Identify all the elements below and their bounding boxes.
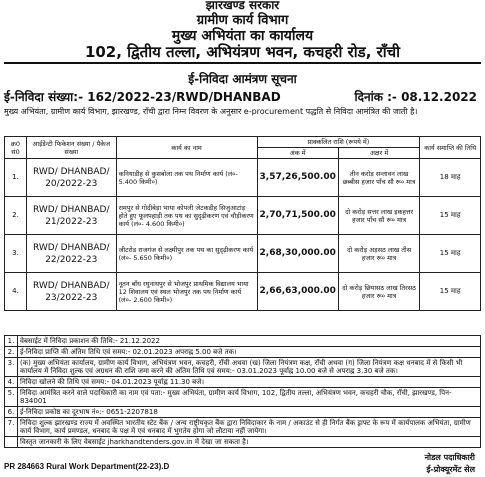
note-number bbox=[5, 437, 18, 448]
note-number: 3. bbox=[5, 358, 18, 377]
note-number: 6. bbox=[5, 407, 18, 418]
cell-words: तीन करोड़ सन्तावन लाख छब्बीस हजार पाँच सौ रू० मात्र bbox=[338, 159, 419, 197]
works-table bbox=[4, 136, 481, 311]
cell-sl: 1. bbox=[5, 159, 27, 197]
table-row bbox=[5, 273, 481, 311]
note-text: ई-निविदा प्रकोष्ठ का दूरभाष नं०:- 0651-2207818 bbox=[18, 407, 481, 418]
note-text: विस्तृत जानकारी के लिए वेबसाईट jharkhandtenders.gov.in में देखा जा सकता है। bbox=[18, 437, 481, 448]
cell-work: नूतन बाँध रघुनाथपुर से भोजपुर प्राथमिक विद्यालय भाया 12 शिवालय एवं स्थल भोजपुर तक पथ निर्माण कार्य (लं०- 2.600 किमी०) bbox=[116, 273, 257, 311]
cell-time: 15 माह bbox=[420, 235, 481, 273]
header-sl: क्र0 सं0 bbox=[5, 137, 27, 159]
cell-ref: RWD/ DHANBAD/ 23/2022-23 bbox=[26, 273, 116, 311]
tender-date: दिनांक :- 08.12.2022 bbox=[354, 90, 477, 104]
government-header: झारखण्ड सरकार bbox=[205, 0, 280, 12]
note-row bbox=[5, 388, 481, 407]
header-cost-digits: अंक में bbox=[257, 148, 338, 159]
note-number: 4. bbox=[5, 377, 18, 388]
table-header-row bbox=[5, 137, 481, 148]
notice-title: ई-निविदा आमंत्रण सूचना bbox=[188, 72, 297, 86]
note-text: वेबसाईट में निविदा प्रकाशन की तिथि:- 21.12.2022 bbox=[18, 336, 481, 347]
tender-number: ई-निविदा संख्या:- 162/2022-23/RWD/DHANBAD bbox=[4, 90, 281, 104]
office-address: 102, द्वितीय तल्ला, अभियंत्रण भवन, कचहरी रोड, राँची bbox=[84, 43, 401, 61]
cell-amount: 2,70,71,500.00 bbox=[257, 197, 338, 235]
header-cost: प्राक्कलित राशि (रूपये में) bbox=[257, 137, 420, 148]
header-cost-words: अक्षर में bbox=[338, 148, 419, 159]
table-row bbox=[5, 159, 481, 197]
signatory-title: नोडल पदाधिकारी bbox=[424, 453, 475, 462]
header-ref: आईडेन्टी फिकेशन संख्या / पैकेज संख्या bbox=[26, 137, 116, 159]
table-row bbox=[5, 235, 481, 273]
note-row bbox=[5, 347, 481, 358]
cell-ref: RWD/ DHANBAD/ 22/2022-23 bbox=[26, 235, 116, 273]
header-time: कार्य समाप्ति की तिथि bbox=[420, 137, 481, 159]
note-number: 2. bbox=[5, 347, 18, 358]
cell-words: दो करोड़ अड़सठ लाख तीस हजार रू० मात्र bbox=[338, 235, 419, 273]
note-text: निविदा खोलने की तिथि एवं समय:- 04.01.2023 पूर्वाह्न 11.30 बजे। bbox=[18, 377, 481, 388]
note-row bbox=[5, 418, 481, 437]
note-text: (क) मुख्य अभियंता कार्यालय, ग्रामीण कार्य विभाग, अभियंत्रण भवन, कचहरी, राँची अथवा (ख) जिला नियंत्रण कक्ष, राँची अथवा (ग) जिला नियंत्रण कक्ष धनबाद में से किसी भी कार्यालय में निविदा शुल्क एवं अग्रधन की राशि जमा करने की अंतिम तिथि एवं समय:- 03.01.2023 पूर्वाह्न 10.00 बजे से अपराह्न 3.30 बजे तक। bbox=[18, 358, 481, 377]
note-row bbox=[5, 407, 481, 418]
office-name: मुख्य अभियंता का कार्यालय bbox=[171, 28, 314, 44]
cell-words: दो करोड़ सत्तर लाख इकहत्तर हजार पाँच सौ रू० मात्र bbox=[338, 197, 419, 235]
cell-sl: 3. bbox=[5, 235, 27, 273]
note-number: 7. bbox=[5, 418, 18, 437]
cell-work: जीटरोड राजगंज से लक्ष्मीपुर तक पथ का सुदृढ़ीकरण कार्य (लं०- 5.650 किमी०) bbox=[116, 235, 257, 273]
cell-sl: 4. bbox=[5, 273, 27, 311]
note-row bbox=[5, 437, 481, 448]
cell-sl: 2. bbox=[5, 197, 27, 235]
cell-time: 15 माह bbox=[420, 273, 481, 311]
intro-paragraph: मुख्य अभियंता, ग्रामीण कार्य विभाग, झारखण्ड, राँची द्वारा निम्न विवरण के अनुसार e-procurement पद्धति से निविदा आमंत्रित की जाती है। bbox=[4, 107, 418, 116]
cell-amount: 3,57,26,500.00 bbox=[257, 159, 338, 197]
header-divider bbox=[4, 62, 481, 64]
cell-amount: 2,66,63,000.00 bbox=[257, 273, 338, 311]
note-row bbox=[5, 336, 481, 347]
cell-time: 18 माह bbox=[420, 159, 481, 197]
cell-amount: 2,68,30,000.00 bbox=[257, 235, 338, 273]
cell-ref: RWD/ DHANBAD/ 21/2022-23 bbox=[26, 197, 116, 235]
header-work: कार्य का नाम bbox=[116, 137, 257, 159]
table-row bbox=[5, 197, 481, 235]
note-text: निविदा शुल्क झारखण्ड राज्य में अवस्थित भारतीय स्टेट बैंक / अन्य राष्ट्रीयकृत बैंक द्वारा निविदाकार के नाम / अकाउंट से ही निर्गत बैंक ड्राफ्ट के रूप में कार्यपालक अभियंता, ग्रामीण कार्य विभाग, कार्य प्रमण्डल, धनबाद के पक्ष में एवं धनबाद में भुगतेय होगा जो लौटाया नहीं जायेगा। bbox=[18, 418, 481, 437]
note-text: ई-निविदा प्राप्ति की अंतिम तिथि एवं समय:- 02.01.2023 अपराह्न 5.00 बजे तक। bbox=[18, 347, 481, 358]
note-number: 5. bbox=[5, 388, 18, 407]
department-name: ग्रामीण कार्य विभाग bbox=[196, 13, 289, 28]
note-text: निविदा आमंत्रित करने वाले पदाधिकारी का नाम एवं पता:- मुख्य अभियंता, ग्रामीण कार्य विभाग, 102, द्वितीय तल्ला, अभियंत्रण भवन, कचहरी चौक, राँची, झारखण्ड, पिन- 834001 bbox=[18, 388, 481, 407]
cell-work: रामपुर से गोदीबेड़ा भाया कोपली जेटकडीह सिजुआटांड़ होते हुए फूलपहाड़ी तक पथ का सुदृढ़ीकरण एवं चौड़ीकरण कार्य (लं०- 4.600 किमी०) bbox=[116, 197, 257, 235]
signatory-cell: ई-प्रोक्यूरमेंट सेल bbox=[426, 465, 475, 474]
cell-words: दो करोड़ छियासठ लाख तिरसठ हजार रू० मात्र bbox=[338, 273, 419, 311]
note-row bbox=[5, 377, 481, 388]
cell-work: कनियाडीह से कुसबोला तक पथ निर्माण कार्य (लं०- 5.400 किमी०) bbox=[116, 159, 257, 197]
pr-number: PR 284663 Rural Work Department(22-23).D bbox=[4, 462, 170, 471]
notes-table bbox=[4, 335, 481, 448]
cell-time: 15 माह bbox=[420, 197, 481, 235]
note-row bbox=[5, 358, 481, 377]
note-number: 1. bbox=[5, 336, 18, 347]
cell-ref: RWD/ DHANBAD/ 20/2022-23 bbox=[26, 159, 116, 197]
